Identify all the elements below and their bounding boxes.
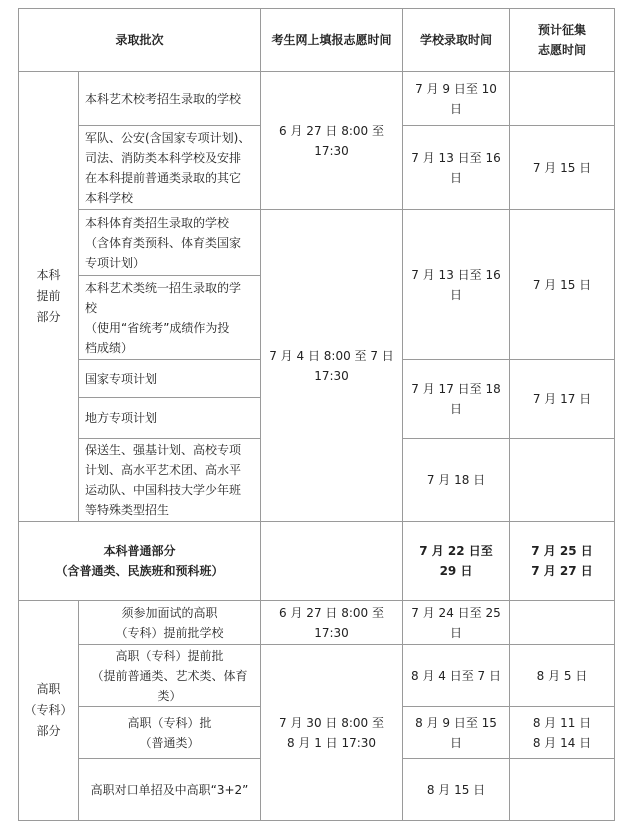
batch-name-cell <box>79 398 261 439</box>
batch-name-line: 高职对口单招及中高职“3+2” <box>90 782 249 797</box>
solicit-time-cell <box>510 601 615 645</box>
solicit-time-cell <box>510 439 615 522</box>
batch-name-line: 本科学校 <box>85 190 134 205</box>
fill-time-cell <box>261 601 403 645</box>
fill-time-line: 6 月 27 日 8:00 至 17:30 <box>279 605 384 640</box>
solicit-time-cell <box>510 126 615 210</box>
solicit-time-line: 8 月 14 日 <box>532 735 592 750</box>
solicit-time-line: 7 月 15 日 <box>532 160 592 175</box>
fill-time-line: 8 月 1 日 17:30 <box>286 735 377 750</box>
table-row <box>19 601 615 645</box>
batch-name-line: 高职（专科）批 <box>127 715 212 730</box>
solicit-time-cell <box>510 707 615 759</box>
batch-name-line: 司法、消防类本科学校及安排 <box>85 150 242 165</box>
admission-schedule-table <box>18 8 615 821</box>
batch-name-line: 校 <box>85 300 98 315</box>
solicit-time-line: 7 月 15 日 <box>532 277 592 292</box>
fill-time-cell <box>261 522 403 601</box>
admit-time-cell <box>403 522 510 601</box>
admit-time-cell <box>403 601 510 645</box>
group-label-line: 提前 <box>36 289 61 303</box>
group-vocational <box>19 601 79 821</box>
admit-time-line: 7 月 13 日至 16 日 <box>411 267 501 302</box>
batch-name-line: （提前普通类、艺术类、体育 <box>91 668 248 683</box>
batch-name-line: 在本科提前普通类录取的其它 <box>85 170 242 185</box>
admit-time-line: 8 月 15 日 <box>426 782 486 797</box>
admit-time-cell <box>403 360 510 439</box>
group-label-line: 部分 <box>36 724 61 738</box>
solicit-time-cell <box>510 522 615 601</box>
batch-name-cell <box>79 645 261 707</box>
header-school-admit-time: 学校录取时间 <box>403 9 510 72</box>
batch-name-line: 本科艺术类统一招生录取的学 <box>85 280 242 295</box>
admit-time-line: 7 月 22 日至 29 日 <box>419 544 493 578</box>
batch-name-cell <box>79 601 261 645</box>
batch-name-line: 高职（专科）提前批 <box>115 648 224 663</box>
batch-name-line: 专项计划） <box>85 255 146 270</box>
batch-name-line: 本科艺术校考招生录取的学校 <box>85 91 242 106</box>
batch-name-cell <box>19 522 261 601</box>
batch-name-line: （专科）提前批学校 <box>115 625 224 640</box>
fill-time-line: 7 月 30 日 8:00 至 <box>279 715 384 730</box>
table-row <box>19 210 615 276</box>
batch-name-cell <box>79 126 261 210</box>
admit-time-cell <box>403 72 510 126</box>
batch-name-line: 计划、高水平艺术团、高水平 <box>85 463 242 477</box>
batch-name-line: 运动队、中国科技大学少年班 <box>85 483 242 497</box>
solicit-time-cell <box>510 210 615 360</box>
batch-name-line: 档成绩） <box>85 340 134 355</box>
batch-name-cell <box>79 210 261 276</box>
admit-time-line: 8 月 9 日至 15 日 <box>415 715 497 750</box>
group-label-line: 部分 <box>36 310 61 324</box>
batch-name-line: 类） <box>157 688 182 703</box>
batch-name-line: 军队、公安(含国家专项计划)、 <box>85 130 251 145</box>
table-row <box>19 72 615 126</box>
batch-name-cell <box>79 759 261 821</box>
admit-time-cell <box>403 439 510 522</box>
header-online-fill-time: 考生网上填报志愿时间 <box>261 9 403 72</box>
batch-name-line: （含普通类、民族班和预科班） <box>55 564 224 578</box>
solicit-time-line: 7 月 27 日 <box>531 564 593 578</box>
batch-name-line: 等特殊类型招生 <box>85 503 170 517</box>
fill-time-cell <box>261 72 403 210</box>
batch-name-line: 国家专项计划 <box>85 371 158 386</box>
solicit-time-line: 8 月 5 日 <box>536 668 588 683</box>
admit-time-cell <box>403 707 510 759</box>
fill-time-line: 17:30 <box>314 368 349 383</box>
solicit-time-line: 8 月 11 日 <box>532 715 592 730</box>
admit-time-cell <box>403 759 510 821</box>
fill-time-cell <box>261 210 403 522</box>
batch-name-cell <box>79 439 261 522</box>
admit-time-line: 7 月 9 日至 10 日 <box>415 81 497 116</box>
admit-time-line: 8 月 4 日至 7 日 <box>411 668 501 683</box>
solicit-time-line: 7 月 25 日 <box>531 544 593 558</box>
fill-time-line: 7 月 4 日 8:00 至 7 日 <box>269 348 394 363</box>
admit-time-cell <box>403 645 510 707</box>
admit-time-cell <box>403 126 510 210</box>
batch-name-line: 本科体育类招生录取的学校 <box>85 215 230 230</box>
solicit-time-cell <box>510 360 615 439</box>
admit-time-line: 7 月 13 日至 16 日 <box>411 150 501 185</box>
header-solicit-line: 预计征集 <box>538 23 587 37</box>
fill-time-line: 6 月 27 日 8:00 至 17:30 <box>279 123 384 158</box>
admit-time-line: 7 月 18 日 <box>426 473 486 487</box>
table-row-undergrad-regular <box>19 522 615 601</box>
admit-time-line: 7 月 24 日至 25 日 <box>411 605 501 640</box>
group-label-line: 高职 <box>36 682 61 696</box>
group-label-line: （专科） <box>24 703 73 717</box>
batch-name-line: 保送生、强基计划、高校专项 <box>85 443 242 457</box>
solicit-time-cell <box>510 645 615 707</box>
batch-name-cell <box>79 72 261 126</box>
header-solicit-time <box>510 9 615 72</box>
header-row <box>19 9 615 72</box>
batch-name-line: 本科普通部分 <box>103 544 176 558</box>
batch-name-line: （普通类） <box>139 735 200 750</box>
batch-name-cell <box>79 707 261 759</box>
header-batch: 录取批次 <box>19 9 261 72</box>
batch-name-cell <box>79 276 261 360</box>
fill-time-cell <box>261 645 403 821</box>
solicit-time-cell <box>510 759 615 821</box>
batch-name-cell <box>79 360 261 398</box>
batch-name-line: （含体育类预科、体育类国家 <box>85 235 242 250</box>
group-undergrad-early <box>19 72 79 522</box>
batch-name-line: 地方专项计划 <box>85 411 158 425</box>
batch-name-line: （使用“省统考”成绩作为投 <box>85 320 230 335</box>
batch-name-line: 须参加面试的高职 <box>121 605 218 620</box>
admit-time-cell <box>403 210 510 360</box>
solicit-time-line: 7 月 17 日 <box>532 392 592 406</box>
table-row <box>19 645 615 707</box>
header-solicit-line: 志愿时间 <box>538 43 587 57</box>
group-label-line: 本科 <box>36 268 61 282</box>
admit-time-line: 7 月 17 日至 18 日 <box>411 382 501 416</box>
solicit-time-cell <box>510 72 615 126</box>
